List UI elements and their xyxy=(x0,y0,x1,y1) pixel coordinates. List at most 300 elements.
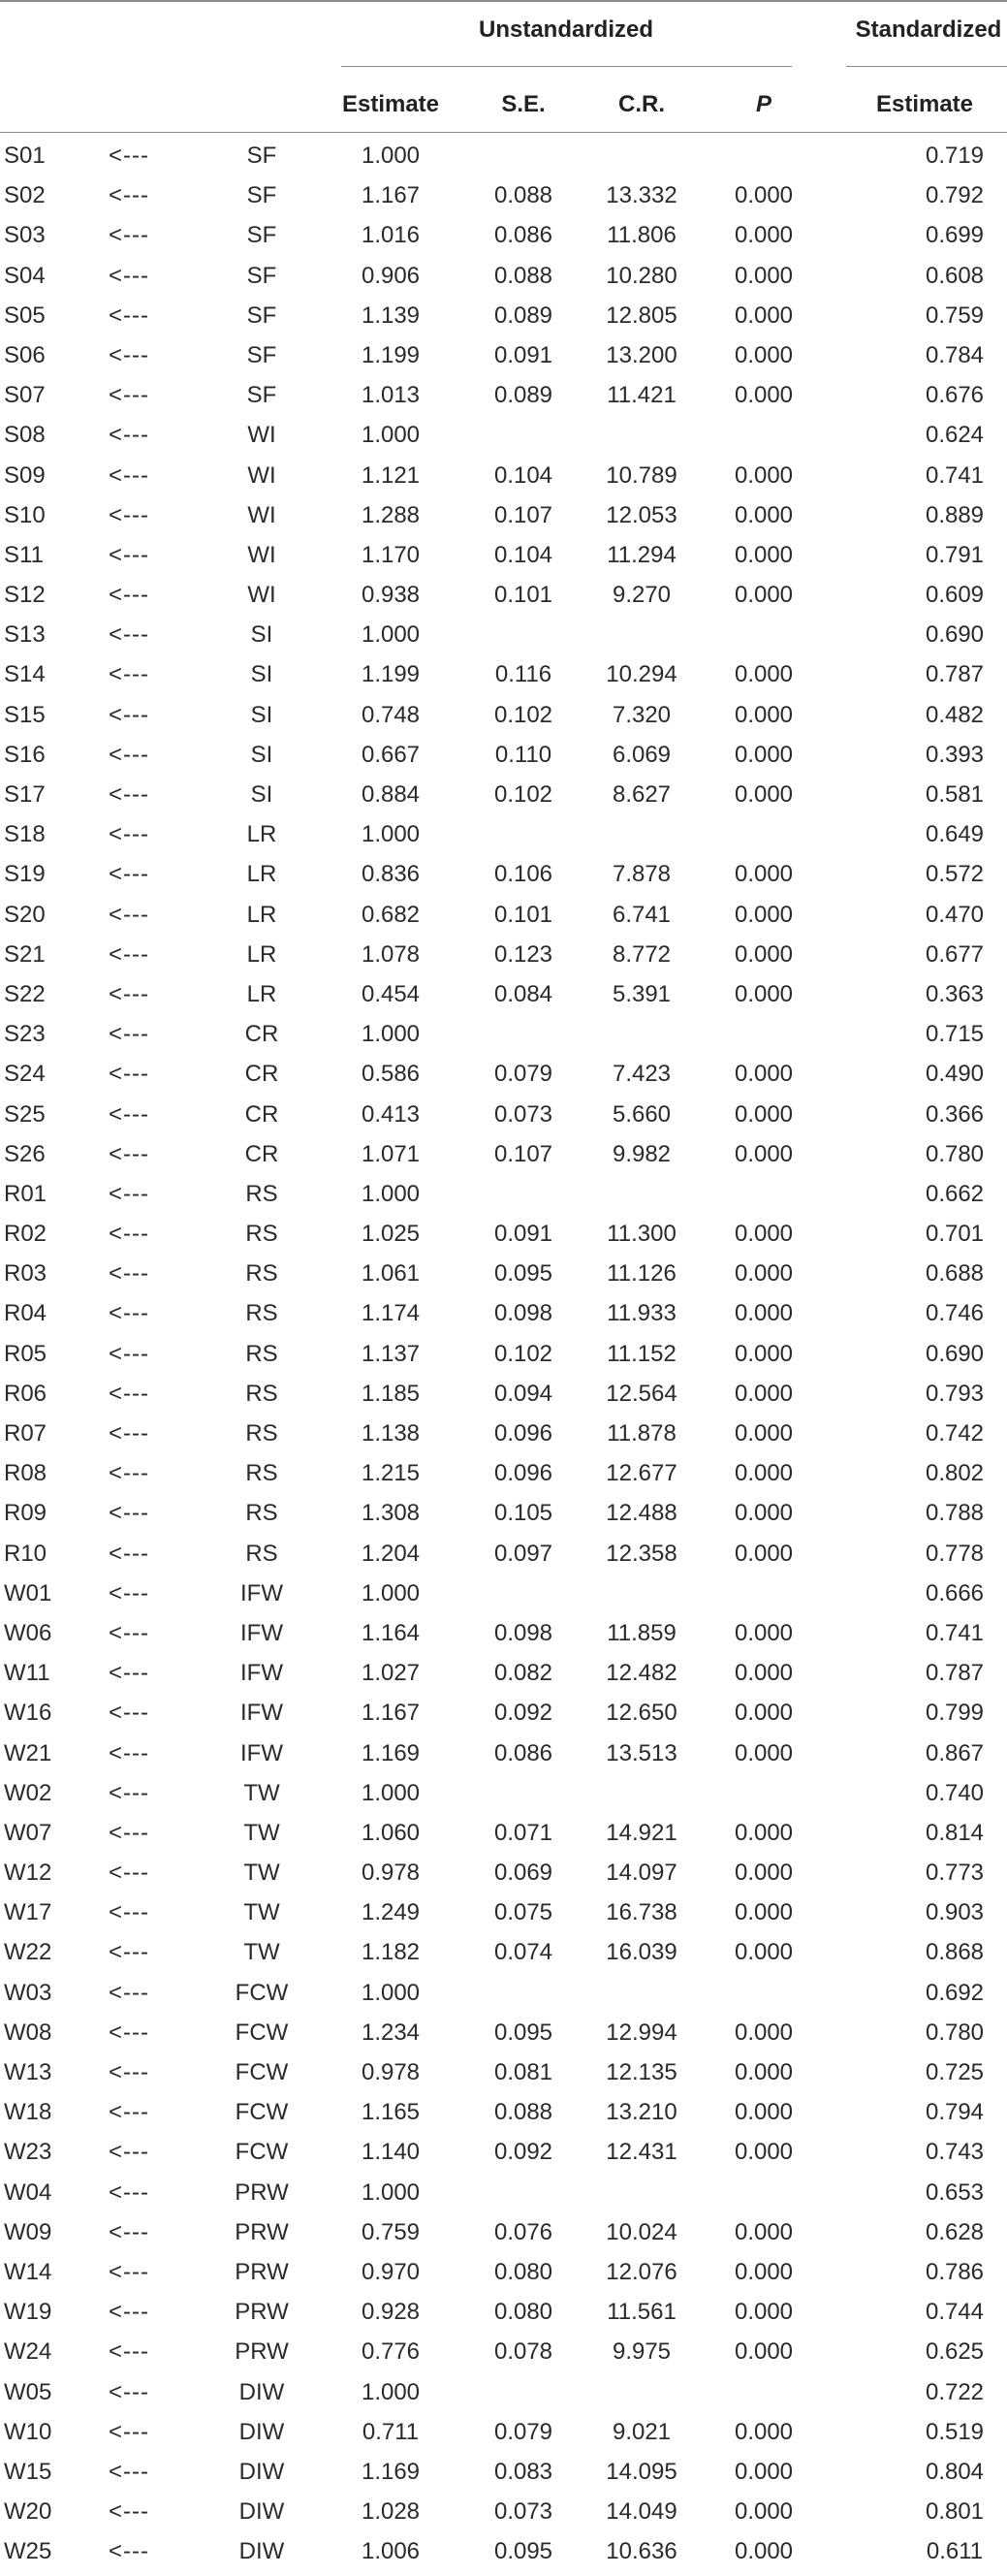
table-row xyxy=(0,775,1007,814)
table-row xyxy=(0,1813,1007,1853)
factor-cell: CR xyxy=(244,1061,279,1088)
cr-cell: 16.738 xyxy=(606,1899,677,1926)
std-estimate-cell: 0.688 xyxy=(925,1260,985,1288)
factor-cell: SF xyxy=(246,262,277,289)
factor-cell: PRW xyxy=(235,2258,289,2285)
factor-cell: IFW xyxy=(240,1739,283,1766)
table-row xyxy=(0,854,1007,894)
cr-cell: 11.152 xyxy=(607,1340,677,1367)
arrow-cell: <--- xyxy=(109,2338,149,2366)
p-cell: 0.000 xyxy=(734,901,794,928)
std-estimate-cell: 0.676 xyxy=(925,382,985,409)
table-row xyxy=(0,2372,1007,2412)
factor-cell: SF xyxy=(246,143,277,169)
se-cell: 0.091 xyxy=(493,341,553,368)
se-cell: 0.095 xyxy=(493,2538,553,2565)
factor-cell: IFW xyxy=(240,1660,283,1687)
p-cell: 0.000 xyxy=(734,2218,794,2245)
item-cell: W23 xyxy=(4,2139,52,2166)
se-cell: 0.086 xyxy=(493,222,553,249)
item-cell: W03 xyxy=(4,1979,52,2006)
estimate-cell: 0.978 xyxy=(361,1860,421,1887)
cr-cell: 14.097 xyxy=(606,1860,677,1887)
estimate-cell: 0.759 xyxy=(361,2218,421,2245)
se-cell: 0.107 xyxy=(493,501,553,528)
cr-cell: 11.806 xyxy=(607,222,677,249)
standardized-header: Standardized xyxy=(855,16,1002,43)
cr-cell: 8.772 xyxy=(612,940,672,968)
factor-cell: FCW xyxy=(235,2139,289,2166)
estimate-cell: 0.667 xyxy=(361,741,421,768)
arrow-cell: <--- xyxy=(109,661,149,688)
std-estimate-cell: 0.788 xyxy=(925,1500,985,1527)
arrow-cell: <--- xyxy=(109,1300,149,1327)
factor-cell: FCW xyxy=(235,1979,289,2006)
std-estimate-cell: 0.802 xyxy=(925,1460,985,1487)
p-cell: 0.000 xyxy=(734,1500,794,1527)
std-estimate-cell: 0.889 xyxy=(925,501,985,528)
estimate-cell: 1.000 xyxy=(361,422,421,449)
se-cell: 0.075 xyxy=(493,1899,553,1926)
col-estimate-header: Estimate xyxy=(341,91,440,117)
table-row xyxy=(0,456,1007,495)
estimate-cell: 1.013 xyxy=(361,382,421,409)
factor-cell: SI xyxy=(250,701,273,728)
arrow-cell: <--- xyxy=(109,302,149,329)
arrow-cell: <--- xyxy=(109,262,149,289)
item-cell: S07 xyxy=(4,382,46,409)
estimate-cell: 1.204 xyxy=(361,1540,421,1567)
cr-cell: 12.564 xyxy=(606,1380,677,1407)
estimate-cell: 1.000 xyxy=(361,1979,421,2006)
estimate-cell: 0.413 xyxy=(361,1100,421,1128)
cr-cell: 11.126 xyxy=(607,1260,677,1288)
estimate-cell: 1.288 xyxy=(361,501,421,528)
std-estimate-cell: 0.799 xyxy=(925,1700,985,1727)
item-cell: W09 xyxy=(4,2218,52,2245)
p-cell: 0.000 xyxy=(734,1540,794,1567)
item-cell: S04 xyxy=(4,262,46,289)
cr-cell: 7.423 xyxy=(612,1061,672,1088)
cr-cell: 12.488 xyxy=(606,1500,677,1527)
estimate-cell: 1.000 xyxy=(361,2178,421,2206)
arrow-cell: <--- xyxy=(109,382,149,409)
se-cell: 0.084 xyxy=(493,980,553,1007)
arrow-cell: <--- xyxy=(109,341,149,368)
arrow-cell: <--- xyxy=(109,781,149,808)
cr-cell: 10.294 xyxy=(606,661,677,688)
se-cell: 0.102 xyxy=(493,701,553,728)
col-cr-header: C.R. xyxy=(618,91,665,117)
std-estimate-cell: 0.690 xyxy=(925,1340,985,1367)
arrow-cell: <--- xyxy=(109,1979,149,2006)
table-row xyxy=(0,1534,1007,1574)
item-cell: R04 xyxy=(4,1300,47,1327)
p-cell: 0.000 xyxy=(734,2418,794,2445)
table-row xyxy=(0,2332,1007,2371)
factor-cell: RS xyxy=(245,1540,278,1567)
std-estimate-cell: 0.624 xyxy=(925,422,985,449)
arrow-cell: <--- xyxy=(109,582,149,609)
table-row xyxy=(0,1773,1007,1813)
se-cell: 0.102 xyxy=(493,781,553,808)
factor-cell: FCW xyxy=(235,2019,289,2046)
p-cell: 0.000 xyxy=(734,940,794,968)
se-cell: 0.095 xyxy=(493,2019,553,2046)
se-cell: 0.097 xyxy=(493,1540,553,1567)
estimate-cell: 1.174 xyxy=(361,1300,421,1327)
item-cell: W18 xyxy=(4,2099,52,2126)
std-estimate-cell: 0.609 xyxy=(925,582,985,609)
table-row xyxy=(0,2173,1007,2212)
se-cell: 0.098 xyxy=(493,1619,553,1646)
se-cell: 0.073 xyxy=(493,2498,553,2526)
estimate-cell: 0.884 xyxy=(361,781,421,808)
factor-cell: RS xyxy=(245,1500,278,1527)
factor-cell: IFW xyxy=(240,1579,283,1606)
std-estimate-cell: 0.791 xyxy=(925,541,985,568)
se-cell: 0.089 xyxy=(493,382,553,409)
arrow-cell: <--- xyxy=(109,422,149,449)
table-row xyxy=(0,2492,1007,2531)
item-cell: S21 xyxy=(4,940,46,968)
std-estimate-cell: 0.793 xyxy=(925,1380,985,1407)
factor-cell: RS xyxy=(245,1180,278,1207)
se-cell: 0.069 xyxy=(493,1860,553,1887)
cr-cell: 12.805 xyxy=(606,302,677,329)
factor-cell: SI xyxy=(250,661,273,688)
arrow-cell: <--- xyxy=(109,821,149,848)
table-row xyxy=(0,2531,1007,2571)
se-cell: 0.123 xyxy=(493,940,553,968)
estimate-cell: 1.000 xyxy=(361,1180,421,1207)
estimate-cell: 1.138 xyxy=(361,1420,421,1447)
estimate-cell: 1.140 xyxy=(361,2139,421,2166)
table-row xyxy=(0,415,1007,455)
estimate-cell: 0.928 xyxy=(361,2299,421,2326)
table-row xyxy=(0,575,1007,615)
std-estimate-cell: 0.787 xyxy=(925,661,985,688)
table-row xyxy=(0,1054,1007,1094)
factor-cell: TW xyxy=(243,1819,280,1846)
std-estimate-cell: 0.653 xyxy=(925,2178,985,2206)
item-cell: W13 xyxy=(4,2059,52,2085)
item-cell: S11 xyxy=(4,541,44,568)
arrow-cell: <--- xyxy=(109,1380,149,1407)
std-estimate-cell: 0.743 xyxy=(925,2139,985,2166)
estimate-cell: 1.000 xyxy=(361,1579,421,1606)
std-estimate-cell: 0.773 xyxy=(925,1860,985,1887)
cr-cell: 11.859 xyxy=(607,1619,677,1646)
factor-cell: RS xyxy=(245,1300,278,1327)
std-estimate-cell: 0.519 xyxy=(925,2418,985,2445)
item-cell: S26 xyxy=(4,1140,46,1167)
factor-cell: TW xyxy=(243,1939,280,1966)
factor-cell: SF xyxy=(246,222,277,249)
std-estimate-cell: 0.778 xyxy=(925,1540,985,1567)
item-cell: W12 xyxy=(4,1860,52,1887)
top-rule xyxy=(0,0,1007,2)
item-cell: S03 xyxy=(4,222,46,249)
table-row xyxy=(0,1014,1007,1054)
cr-cell: 9.982 xyxy=(612,1140,672,1167)
estimate-cell: 1.000 xyxy=(361,821,421,848)
se-cell: 0.088 xyxy=(493,262,553,289)
p-cell: 0.000 xyxy=(734,2258,794,2285)
item-cell: W21 xyxy=(4,1739,52,1766)
std-estimate-cell: 0.393 xyxy=(925,741,985,768)
estimate-cell: 1.000 xyxy=(361,2378,421,2405)
arrow-cell: <--- xyxy=(109,1660,149,1687)
table-row xyxy=(0,296,1007,335)
factor-cell: IFW xyxy=(240,1619,283,1646)
factor-cell: SI xyxy=(250,741,273,768)
std-estimate-cell: 0.814 xyxy=(925,1819,985,1846)
arrow-cell: <--- xyxy=(109,2538,149,2565)
std-estimate-cell: 0.572 xyxy=(925,861,985,888)
p-cell: 0.000 xyxy=(734,1260,794,1288)
col-se-header: S.E. xyxy=(501,91,546,117)
estimate-cell: 1.028 xyxy=(361,2498,421,2526)
estimate-cell: 1.139 xyxy=(361,302,421,329)
table-row xyxy=(0,1374,1007,1414)
arrow-cell: <--- xyxy=(109,501,149,528)
estimate-cell: 1.027 xyxy=(361,1660,421,1687)
arrow-cell: <--- xyxy=(109,2099,149,2126)
estimate-cell: 1.025 xyxy=(361,1221,421,1248)
item-cell: S09 xyxy=(4,461,46,489)
p-cell: 0.000 xyxy=(734,1420,794,1447)
item-cell: W14 xyxy=(4,2258,52,2285)
factor-cell: PRW xyxy=(235,2178,289,2206)
cr-cell: 16.039 xyxy=(606,1939,677,1966)
cr-cell: 12.431 xyxy=(606,2139,677,2166)
arrow-cell: <--- xyxy=(109,741,149,768)
factor-cell: PRW xyxy=(235,2338,289,2366)
std-estimate-cell: 0.786 xyxy=(925,2258,985,2285)
table-row xyxy=(0,814,1007,854)
table-row xyxy=(0,2412,1007,2452)
table-row xyxy=(0,2092,1007,2132)
item-cell: S01 xyxy=(4,143,46,169)
arrow-cell: <--- xyxy=(109,2418,149,2445)
cr-cell: 13.513 xyxy=(606,1739,677,1766)
estimate-cell: 1.169 xyxy=(361,2458,421,2485)
se-cell: 0.096 xyxy=(493,1460,553,1487)
table-row xyxy=(0,895,1007,935)
estimate-cell: 0.711 xyxy=(362,2418,420,2445)
std-estimate-cell: 0.903 xyxy=(925,1899,985,1926)
p-cell: 0.000 xyxy=(734,2299,794,2326)
arrow-cell: <--- xyxy=(109,1460,149,1487)
estimate-cell: 1.169 xyxy=(361,1739,421,1766)
se-cell: 0.092 xyxy=(493,2139,553,2166)
table-row xyxy=(0,2452,1007,2492)
estimate-cell: 1.121 xyxy=(361,461,421,489)
p-cell: 0.000 xyxy=(734,1300,794,1327)
arrow-cell: <--- xyxy=(109,2498,149,2526)
cr-cell: 9.975 xyxy=(612,2338,672,2366)
item-cell: S22 xyxy=(4,980,46,1007)
arrow-cell: <--- xyxy=(109,1540,149,1567)
cr-cell: 14.921 xyxy=(606,1819,677,1846)
cr-cell: 13.200 xyxy=(606,341,677,368)
se-cell: 0.101 xyxy=(493,582,553,609)
se-cell: 0.074 xyxy=(493,1939,553,1966)
std-estimate-cell: 0.581 xyxy=(925,781,985,808)
p-cell: 0.000 xyxy=(734,1061,794,1088)
se-cell: 0.088 xyxy=(493,182,553,209)
item-cell: S08 xyxy=(4,422,46,449)
cr-cell: 8.627 xyxy=(612,781,672,808)
se-cell: 0.110 xyxy=(494,741,552,768)
arrow-cell: <--- xyxy=(109,1340,149,1367)
p-cell: 0.000 xyxy=(734,781,794,808)
item-cell: W25 xyxy=(4,2538,52,2565)
table-row xyxy=(0,1214,1007,1254)
table-row xyxy=(0,2132,1007,2172)
item-cell: S23 xyxy=(4,1021,46,1048)
cr-cell: 14.095 xyxy=(606,2458,677,2485)
p-cell: 0.000 xyxy=(734,1619,794,1646)
se-cell: 0.078 xyxy=(493,2338,553,2366)
p-cell: 0.000 xyxy=(734,501,794,528)
table-row xyxy=(0,136,1007,175)
factor-cell: LR xyxy=(246,980,277,1007)
arrow-cell: <--- xyxy=(109,182,149,209)
table-row xyxy=(0,1095,1007,1134)
arrow-cell: <--- xyxy=(109,1100,149,1128)
se-cell: 0.094 xyxy=(493,1380,553,1407)
estimate-cell: 1.164 xyxy=(361,1619,421,1646)
item-cell: S12 xyxy=(4,582,46,609)
p-cell: 0.000 xyxy=(734,1460,794,1487)
se-cell: 0.079 xyxy=(493,2418,553,2445)
table-row xyxy=(0,375,1007,415)
arrow-cell: <--- xyxy=(109,1779,149,1806)
cr-cell: 12.677 xyxy=(606,1460,677,1487)
estimate-cell: 1.000 xyxy=(361,621,421,649)
se-cell: 0.092 xyxy=(493,1700,553,1727)
std-estimate-cell: 0.699 xyxy=(925,222,985,249)
table-row xyxy=(0,335,1007,375)
arrow-cell: <--- xyxy=(109,1221,149,1248)
factor-cell: WI xyxy=(247,461,276,489)
factor-cell: IFW xyxy=(240,1700,283,1727)
p-cell: 0.000 xyxy=(734,302,794,329)
p-cell: 0.000 xyxy=(734,541,794,568)
factor-cell: SF xyxy=(246,302,277,329)
estimate-cell: 1.071 xyxy=(361,1140,421,1167)
table-row xyxy=(0,654,1007,694)
factor-cell: DIW xyxy=(238,2498,285,2526)
se-cell: 0.102 xyxy=(493,1340,553,1367)
p-cell: 0.000 xyxy=(734,1140,794,1167)
factor-cell: PRW xyxy=(235,2299,289,2326)
p-cell: 0.000 xyxy=(734,2019,794,2046)
std-estimate-cell: 0.363 xyxy=(925,980,985,1007)
se-cell: 0.105 xyxy=(493,1500,553,1527)
p-cell: 0.000 xyxy=(734,1100,794,1128)
factor-cell: LR xyxy=(246,901,277,928)
p-cell: 0.000 xyxy=(734,1660,794,1687)
factor-cell: WI xyxy=(247,541,276,568)
cr-cell: 7.878 xyxy=(612,861,672,888)
p-cell: 0.000 xyxy=(734,1939,794,1966)
factor-cell: SI xyxy=(250,621,273,649)
arrow-cell: <--- xyxy=(109,2019,149,2046)
item-cell: S06 xyxy=(4,341,46,368)
p-cell: 0.000 xyxy=(734,222,794,249)
p-cell: 0.000 xyxy=(734,1700,794,1727)
factor-cell: DIW xyxy=(238,2458,285,2485)
estimate-cell: 1.308 xyxy=(361,1500,421,1527)
factor-cell: WI xyxy=(247,501,276,528)
arrow-cell: <--- xyxy=(109,1500,149,1527)
table-row xyxy=(0,1134,1007,1174)
std-estimate-cell: 0.692 xyxy=(925,1979,985,2006)
std-estimate-cell: 0.801 xyxy=(925,2498,985,2526)
factor-cell: WI xyxy=(247,582,276,609)
estimate-cell: 1.199 xyxy=(361,661,421,688)
table-row xyxy=(0,1892,1007,1932)
p-cell: 0.000 xyxy=(734,1860,794,1887)
p-cell: 0.000 xyxy=(734,1340,794,1367)
cr-cell: 10.789 xyxy=(606,461,677,489)
std-estimate-cell: 0.794 xyxy=(925,2099,985,2126)
table-row xyxy=(0,175,1007,215)
cr-cell: 11.561 xyxy=(607,2299,677,2326)
p-cell: 0.000 xyxy=(734,1221,794,1248)
arrow-cell: <--- xyxy=(109,2059,149,2085)
cr-cell: 7.320 xyxy=(612,701,672,728)
estimate-cell: 1.000 xyxy=(361,1021,421,1048)
p-cell: 0.000 xyxy=(734,741,794,768)
factor-cell: RS xyxy=(245,1420,278,1447)
table-row xyxy=(0,1453,1007,1493)
p-cell: 0.000 xyxy=(734,861,794,888)
cr-cell: 12.482 xyxy=(606,1660,677,1687)
estimate-cell: 1.182 xyxy=(361,1939,421,1966)
estimate-cell: 1.060 xyxy=(361,1819,421,1846)
se-cell: 0.082 xyxy=(493,1660,553,1687)
item-cell: W01 xyxy=(4,1579,52,1606)
estimate-cell: 0.836 xyxy=(361,861,421,888)
factor-cell: RS xyxy=(245,1460,278,1487)
item-cell: S05 xyxy=(4,302,46,329)
item-cell: S24 xyxy=(4,1061,46,1088)
estimate-cell: 0.586 xyxy=(361,1061,421,1088)
factor-cell: SF xyxy=(246,382,277,409)
cr-cell: 10.280 xyxy=(606,262,677,289)
arrow-cell: <--- xyxy=(109,621,149,649)
se-cell: 0.107 xyxy=(493,1140,553,1167)
item-cell: S10 xyxy=(4,501,46,528)
estimate-cell: 1.000 xyxy=(361,143,421,169)
item-cell: S18 xyxy=(4,821,46,848)
estimate-cell: 0.970 xyxy=(361,2258,421,2285)
std-estimate-cell: 0.868 xyxy=(925,1939,985,1966)
p-cell: 0.000 xyxy=(734,980,794,1007)
factor-cell: LR xyxy=(246,821,277,848)
table-row xyxy=(0,974,1007,1014)
std-estimate-cell: 0.470 xyxy=(925,901,985,928)
item-cell: W05 xyxy=(4,2378,52,2405)
std-estimate-cell: 0.741 xyxy=(925,461,985,489)
p-cell: 0.000 xyxy=(734,2338,794,2366)
item-cell: R02 xyxy=(4,1221,47,1248)
p-cell: 0.000 xyxy=(734,1739,794,1766)
